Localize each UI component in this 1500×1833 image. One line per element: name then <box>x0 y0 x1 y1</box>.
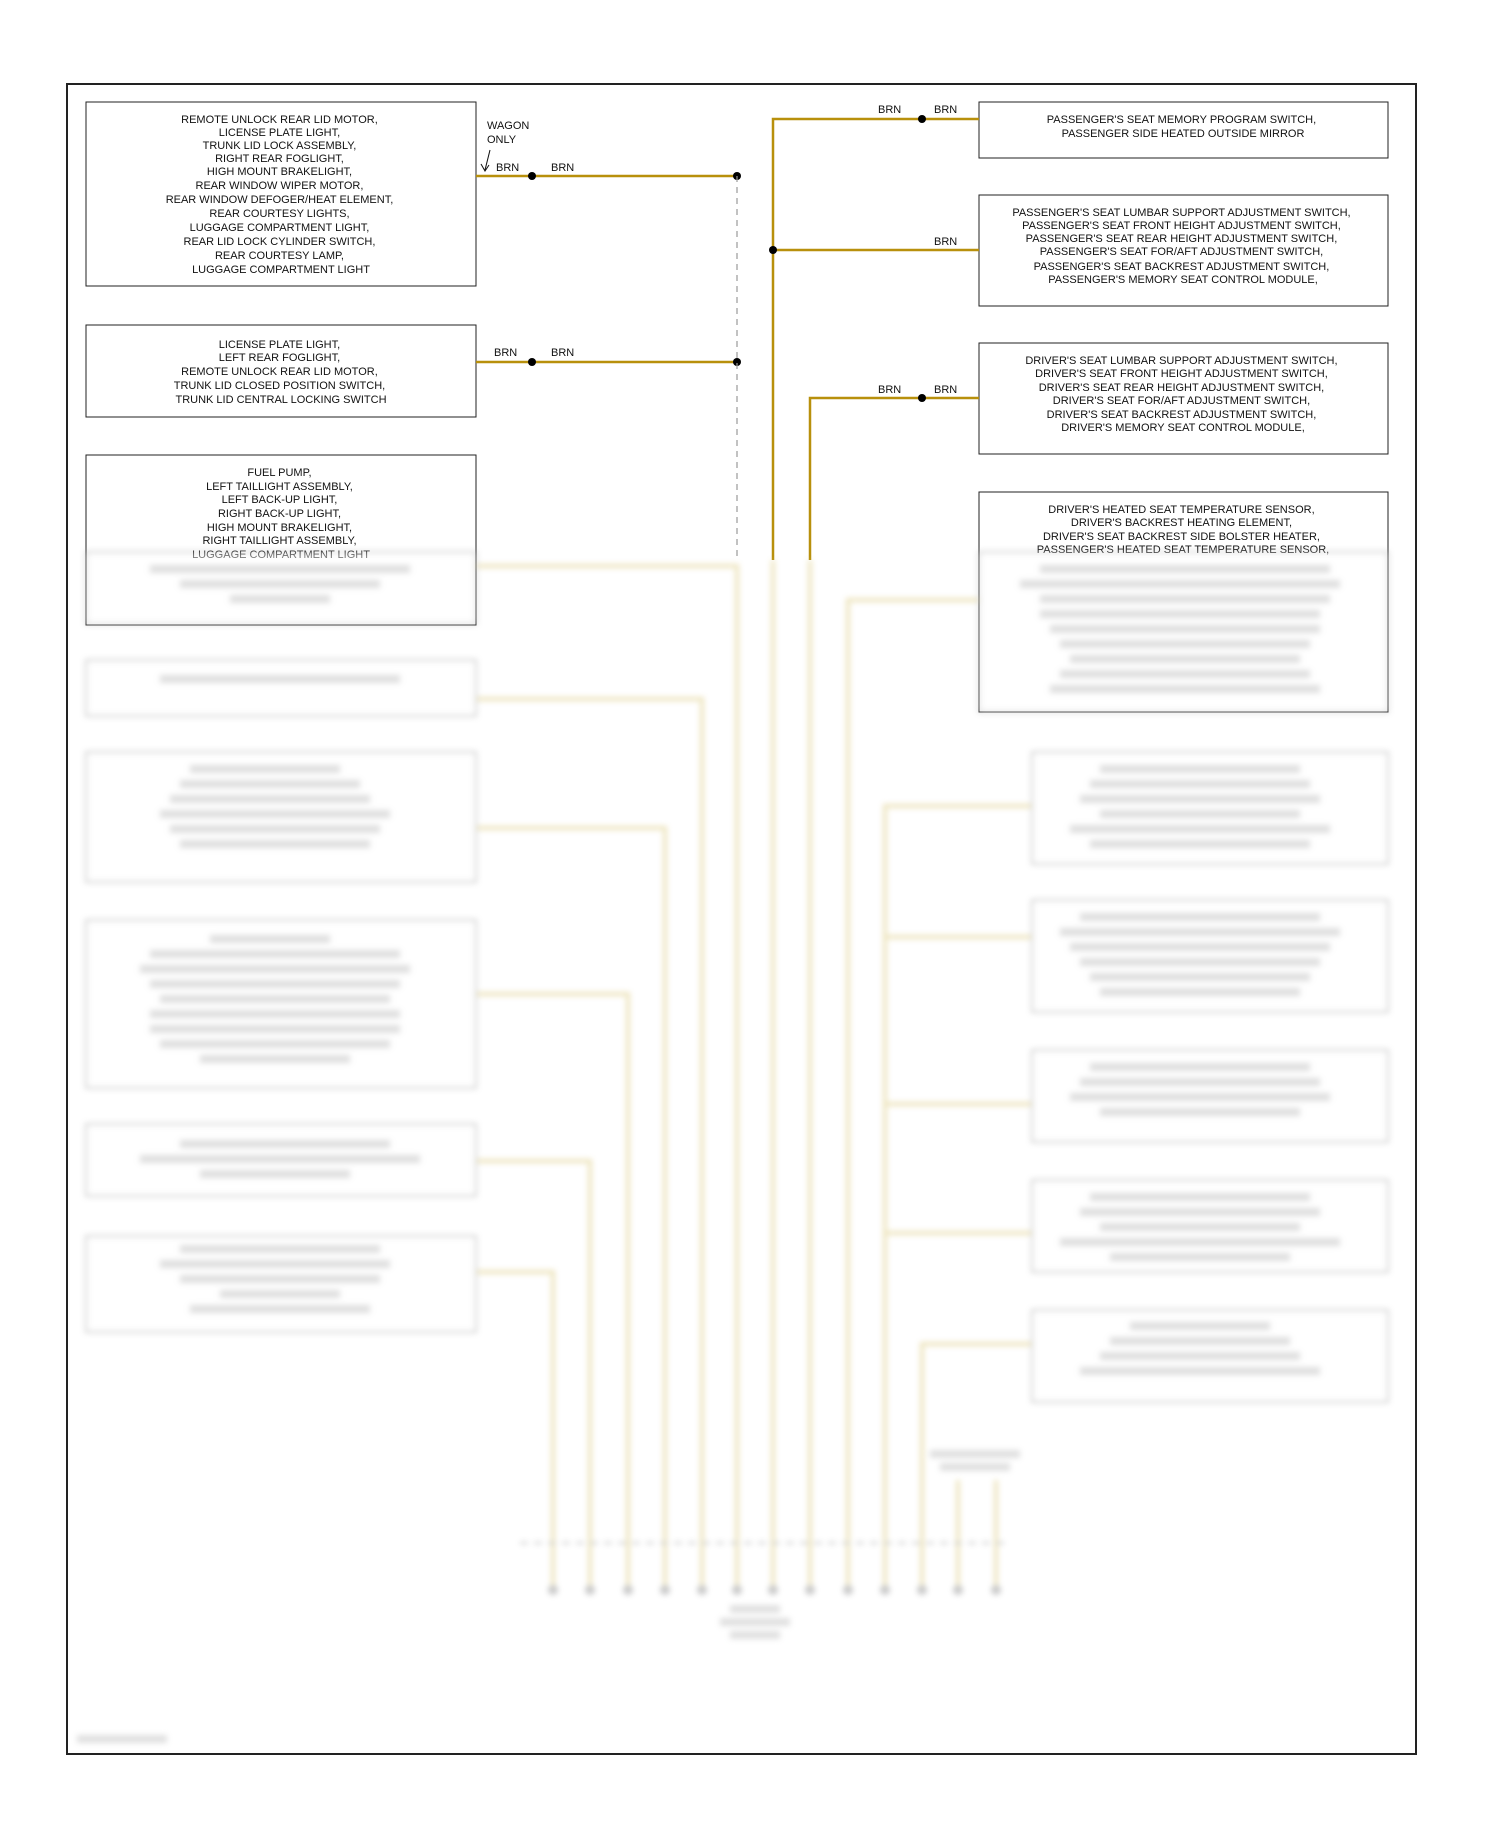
component-box-trunk-lid <box>86 325 476 417</box>
wire-label-brn: BRN <box>551 162 575 174</box>
component-label-trunk-lid: LICENSE PLATE LIGHT, LEFT REAR FOGLIGHT, REMOTE UNLOCK REAR LID MOTOR, TRUNK LID CLOSED POSITION SWITCH, TRUNK LID CENTRAL LOCKING SWITCH <box>173 339 387 406</box>
component-box-passenger-mirror <box>979 102 1388 158</box>
component-label-passenger-seat: PASSENGER'S SEAT LUMBAR SUPPORT ADJUSTMENT SWITCH, PASSENGER'S SEAT FRONT HEIGHT ADJUSTMENT SWITCH, PASSENGER'S SEAT REAR HEIGHT ADJUSTMENT SWITCH, PASSENGER'S SEAT FOR/AFT ADJUSTMENT SWITCH, PASSENGER'S SEAT BACKREST ADJUSTMENT SWITCH, PASSENGER'S MEMORY SEAT CONTROL MODULE, <box>1012 207 1351 286</box>
component-box-driver-seat <box>979 343 1388 454</box>
wire-label-brn: BRN <box>934 236 958 248</box>
wire-trunk-lid <box>476 347 741 366</box>
wire-passenger-mirror <box>773 104 979 560</box>
wire-label-brn: BRN <box>878 104 902 116</box>
component-label-driver-seat: DRIVER'S SEAT LUMBAR SUPPORT ADJUSTMENT SWITCH, DRIVER'S SEAT FRONT HEIGHT ADJUSTMENT SWITCH, DRIVER'S SEAT REAR HEIGHT ADJUSTMENT SWITCH, DRIVER'S SEAT FOR/AFT ADJUSTMENT SWITCH, DRIVER'S SEAT BACKREST ADJUSTMENT SWITCH, DRIVER'S MEMORY SEAT CONTROL MODULE, <box>1025 355 1338 434</box>
wagon-only-note: ONLY <box>487 134 517 146</box>
component-box-passenger-seat <box>979 195 1388 306</box>
component-label-fuel-pump: FUEL PUMP, LEFT TAILLIGHT ASSEMBLY, LEFT BACK-UP LIGHT, RIGHT BACK-UP LIGHT, HIGH MOUNT BRAKELIGHT, RIGHT TAILLIGHT ASSEMBLY, LUGGAGE COMPARTMENT LIGHT <box>192 467 370 561</box>
wire-label-brn: BRN <box>551 347 575 359</box>
wire-driver-seat <box>810 384 979 560</box>
component-label-passenger-mirror: PASSENGER'S SEAT MEMORY PROGRAM SWITCH, PASSENGER SIDE HEATED OUTSIDE MIRROR <box>1046 114 1317 140</box>
component-label-heated-seat: DRIVER'S HEATED SEAT TEMPERATURE SENSOR, DRIVER'S BACKREST HEATING ELEMENT, DRIVER'S SEAT BACKREST SIDE BOLSTER HEATER, PASSENGER'S HEATED SEAT TEMPERATURE SENSOR, <box>1036 504 1330 556</box>
component-box-rear-lid <box>86 102 476 286</box>
wagon-only-note: WAGON <box>487 120 530 132</box>
wire-label-brn: BRN <box>494 347 518 359</box>
component-box-fuel-pump <box>86 455 476 625</box>
wire-label-brn: BRN <box>934 104 958 116</box>
component-label-rear-lid: REMOTE UNLOCK REAR LID MOTOR, LICENSE PLATE LIGHT, TRUNK LID LOCK ASSEMBLY, RIGHT REAR FOGLIGHT, HIGH MOUNT BRAKELIGHT, REAR WINDOW WIPER MOTOR, REAR WINDOW DEFOGER/HEAT ELEMENT, REAR COURTESY LIGHTS, LUGGAGE COMPARTMENT LIGHT, REAR LID LOCK CYLINDER SWITCH, REAR COURTESY LAMP, LUGGAGE COMPARTMENT LIGHT <box>165 114 394 276</box>
wire-label-brn: BRN <box>934 384 958 396</box>
wire-label-brn: BRN <box>878 384 902 396</box>
component-box-heated-seat <box>979 492 1388 712</box>
wire-rear-lid <box>476 120 741 180</box>
wire-label-brn: BRN <box>496 162 520 174</box>
wire-passenger-seat <box>769 236 979 254</box>
